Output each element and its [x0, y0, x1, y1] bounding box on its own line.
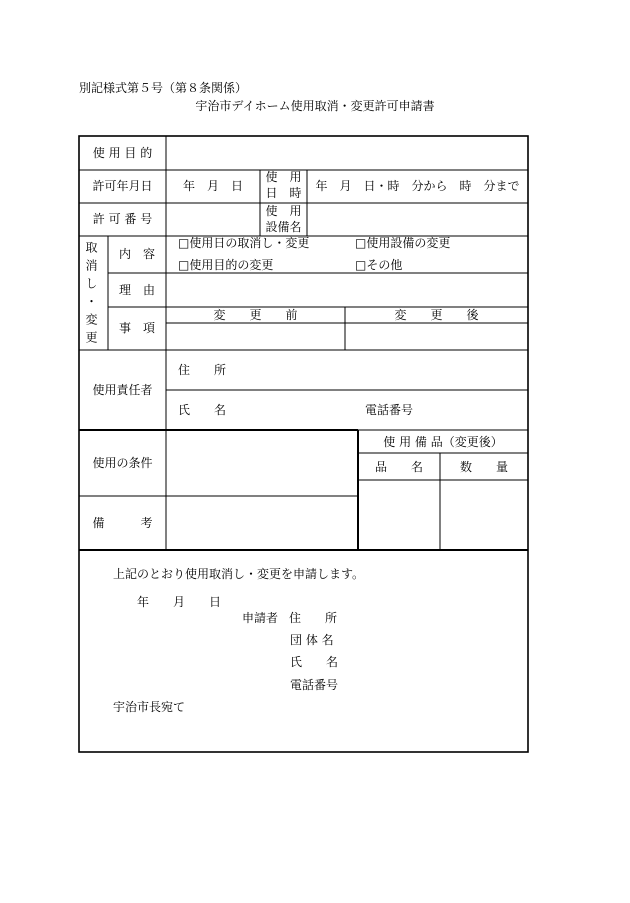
applicant-address-label: 住 所 — [289, 611, 338, 625]
remarks-label: 備 考 — [92, 516, 153, 530]
equipment-header: 使 用 備 品（変更後） — [383, 435, 503, 449]
responsible-person-label: 使用責任者 — [92, 383, 153, 397]
permit-date-label: 許可年月日 — [92, 179, 153, 193]
option-change-facility: □使用設備の変更 — [355, 236, 451, 250]
option-other: □その他 — [355, 258, 403, 272]
equipment-name-label: 品 名 — [374, 460, 423, 474]
responsible-phone-label: 電話番号 — [365, 403, 414, 417]
declaration-statement: 上記のとおり使用取消し・変更を申請します。 — [113, 567, 365, 581]
applicant-phone-label: 電話番号 — [290, 678, 339, 692]
declaration-date: 年 月 日 — [137, 595, 222, 609]
reason-label: 理 由 — [118, 283, 155, 297]
items-label: 事 項 — [118, 321, 155, 335]
responsible-address-label: 住 所 — [178, 363, 227, 377]
facility-label-line1: 使 用 — [265, 204, 302, 218]
use-datetime-label-line1: 使 用 — [265, 170, 302, 184]
change-section-label: 取消し・変更 — [84, 241, 98, 349]
use-datetime-value: 年 月 日・時 分から 時 分まで — [315, 179, 520, 193]
facility-label-line2: 設備名 — [265, 220, 302, 234]
conditions-label: 使用の条件 — [92, 456, 153, 470]
applicant-organization-label: 団 体 名 — [290, 633, 334, 647]
equipment-quantity-label: 数 量 — [459, 460, 508, 474]
before-change-label: 変 更 前 — [213, 308, 298, 322]
purpose-label: 使 用 目 的 — [92, 146, 153, 160]
addressee: 宇治市長宛て — [113, 700, 186, 714]
applicant-name-label: 氏 名 — [290, 655, 339, 669]
permit-number-label: 許 可 番 号 — [92, 212, 153, 226]
option-cancel-date: □使用日の取消し・変更 — [178, 236, 310, 250]
permit-date-value: 年 月 日 — [182, 179, 243, 193]
form-title: 宇治市デイホーム使用取消・変更許可申請書 — [195, 99, 435, 113]
form-number: 別記様式第５号（第８条関係） — [79, 81, 248, 95]
after-change-label: 変 更 後 — [394, 308, 479, 322]
content-label: 内 容 — [118, 247, 155, 261]
responsible-name-label: 氏 名 — [178, 403, 227, 417]
option-change-purpose: □使用目的の変更 — [178, 258, 274, 272]
use-datetime-label-line2: 日 時 — [265, 186, 302, 200]
applicant-label: 申請者 — [242, 611, 279, 625]
